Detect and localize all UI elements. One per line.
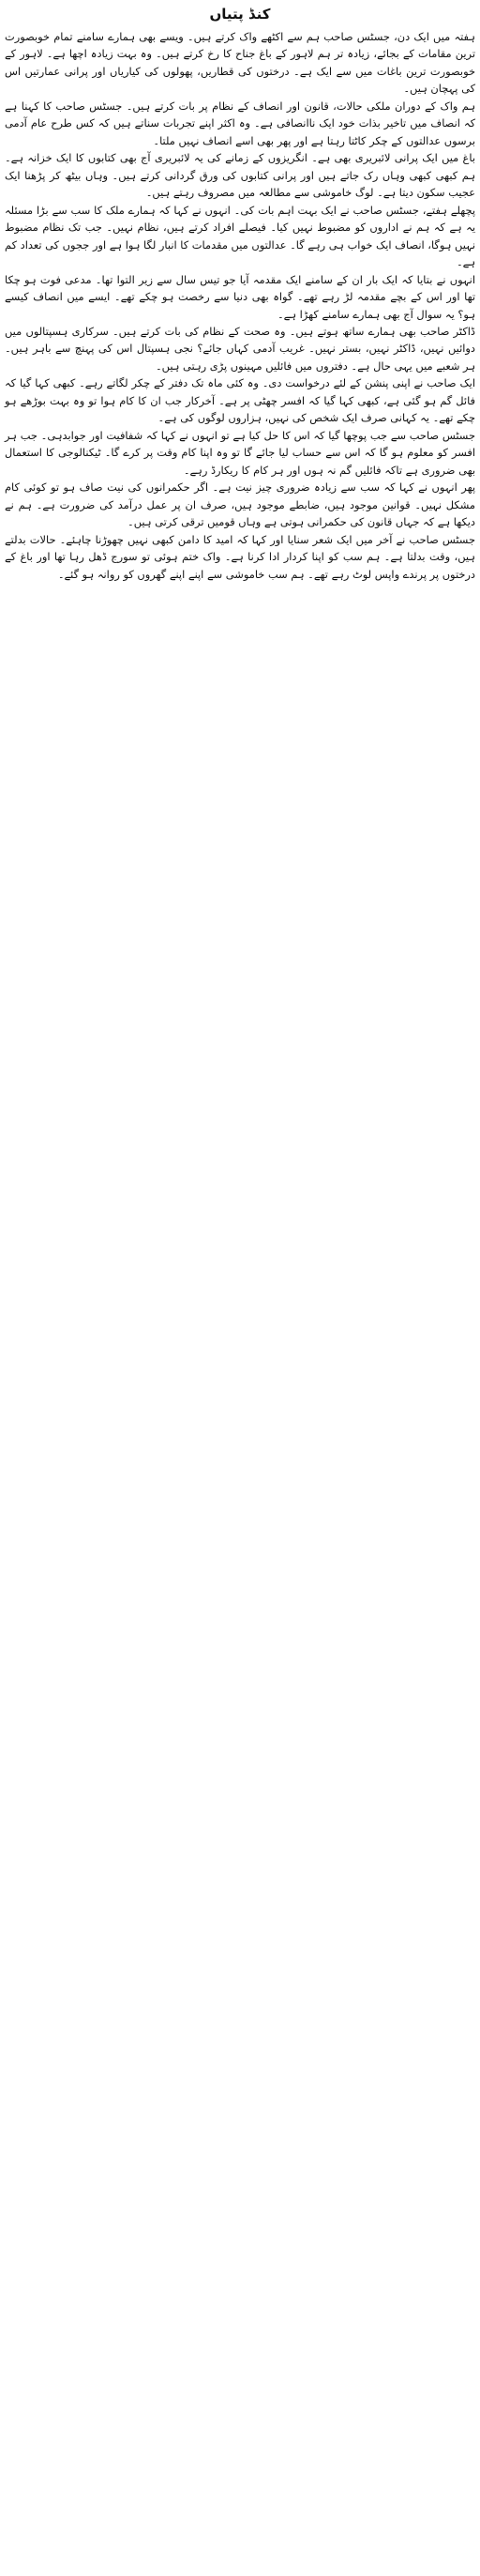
article-paragraph: باغ میں ایک پرانی لائبریری بھی ہے۔ انگریزوں کے زمانے کی یہ لائبریری آج بھی کتابوں کا ایک خزانہ ہے۔ ہم کبھی کبھی وہاں رک جاتے ہیں اور پرانی کتابوں کی ورق گردانی کرتے ہیں۔ وہاں بیٹھ کر پڑھنا ایک عجیب سکون دیتا ہے۔ لوگ خاموشی سے مطالعہ میں مصروف رہتے ہیں۔ xyxy=(5,151,475,200)
article-body xyxy=(5,28,475,583)
article-title: کنڈ پتیاں xyxy=(209,6,271,23)
article-paragraph: ہفتہ میں ایک دن، جسٹس صاحب ہم سے اکٹھے واک کرتے ہیں۔ ویسے بھی ہمارے سامنے تمام خوبصورت ترین مقامات کے بجائے، زیادہ تر ہم لاہور کے باغ جناح کا رخ کرتے ہیں۔ وہ بہت زیادہ اچھا ہے۔ لاہور کے خوبصورت ترین باغات میں سے ایک ہے۔ درختوں کی قطاریں، پھولوں کی کیاریاں اور پرانی عمارتیں اس کی پہچان ہیں۔ xyxy=(5,30,475,96)
article-paragraph: ہم واک کے دوران ملکی حالات، قانون اور انصاف کے نظام پر بات کرتے ہیں۔ جسٹس صاحب کا کہنا ہے کہ انصاف میں تاخیر بذات خود ایک ناانصافی ہے۔ وہ اکثر اپنے تجربات سناتے ہیں کہ کس طرح عام آدمی برسوں عدالتوں کے چکر کاٹتا رہتا ہے اور پھر بھی اسے انصاف نہیں ملتا۔ xyxy=(5,99,475,147)
article-paragraph: پچھلے ہفتے، جسٹس صاحب نے ایک بہت اہم بات کی۔ انہوں نے کہا کہ ہمارے ملک کا سب سے بڑا مسئلہ یہ ہے کہ ہم نے اداروں کو مضبوط نہیں کیا۔ فیصلے افراد کرتے ہیں، نظام نہیں۔ جب تک نظام مضبوط نہیں ہوگا، انصاف ایک خواب ہی رہے گا۔ عدالتوں میں مقدمات کا انبار لگا ہوا ہے اور ججوں کی تعداد کم ہے۔ xyxy=(5,203,475,269)
article-paragraph: ڈاکٹر صاحب بھی ہمارے ساتھ ہوتے ہیں۔ وہ صحت کے نظام کی بات کرتے ہیں۔ سرکاری ہسپتالوں میں دوائیں نہیں، ڈاکٹر نہیں، بستر نہیں۔ غریب آدمی کہاں جائے؟ نجی ہسپتال اس کی پہنچ سے باہر ہیں۔ ہر شعبے میں یہی حال ہے۔ دفتروں میں فائلیں مہینوں پڑی رہتی ہیں۔ xyxy=(5,324,475,373)
article-paragraph: ایک صاحب نے اپنی پنشن کے لئے درخواست دی۔ وہ کئی ماہ تک دفتر کے چکر لگاتے رہے۔ کبھی کہا گیا کہ فائل گم ہو گئی ہے، کبھی کہا گیا کہ افسر چھٹی پر ہے۔ آخرکار جب ان کا کام ہوا تو وہ بہت بوڑھے ہو چکے تھے۔ یہ کہانی صرف ایک شخص کی نہیں، ہزاروں لوگوں کی ہے۔ xyxy=(5,376,475,425)
article-paragraph: جسٹس صاحب نے آخر میں ایک شعر سنایا اور کہا کہ امید کا دامن کبھی نہیں چھوڑنا چاہئے۔ حالات بدلتے ہیں، وقت بدلتا ہے۔ ہم سب کو اپنا کردار ادا کرنا ہے۔ واک ختم ہوئی تو سورج ڈھل رہا تھا اور باغ کے درختوں پر پرندے واپس لوٹ رہے تھے۔ ہم سب خاموشی سے اپنے اپنے گھروں کو روانہ ہو گئے۔ xyxy=(5,532,475,581)
article-paragraph: انہوں نے بتایا کہ ایک بار ان کے سامنے ایک مقدمہ آیا جو تیس سال سے زیر التوا تھا۔ مدعی فوت ہو چکا تھا اور اس کے بچے مقدمہ لڑ رہے تھے۔ گواہ بھی دنیا سے رخصت ہو چکے تھے۔ ایسے میں انصاف کیسے ہو؟ یہ سوال آج بھی ہمارے سامنے کھڑا ہے۔ xyxy=(5,272,475,321)
article-paragraph: پھر انہوں نے کہا کہ سب سے زیادہ ضروری چیز نیت ہے۔ اگر حکمرانوں کی نیت صاف ہو تو کوئی کام مشکل نہیں۔ قوانین موجود ہیں، ضابطے موجود ہیں، صرف ان پر عمل درآمد کی ضرورت ہے۔ ہم نے دیکھا ہے کہ جہاں قانون کی حکمرانی ہوتی ہے وہاں قومیں ترقی کرتی ہیں۔ xyxy=(5,480,475,529)
article-paragraph: جسٹس صاحب سے جب پوچھا گیا کہ اس کا حل کیا ہے تو انہوں نے کہا کہ شفافیت اور جوابدہی۔ جب ہر افسر کو معلوم ہو گا کہ اس سے حساب لیا جائے گا تو وہ اپنا کام وقت پر کرے گا۔ ٹیکنالوجی کا استعمال بھی ضروری ہے تاکہ فائلیں گم نہ ہوں اور ہر کام کا ریکارڈ رہے۔ xyxy=(5,428,475,477)
